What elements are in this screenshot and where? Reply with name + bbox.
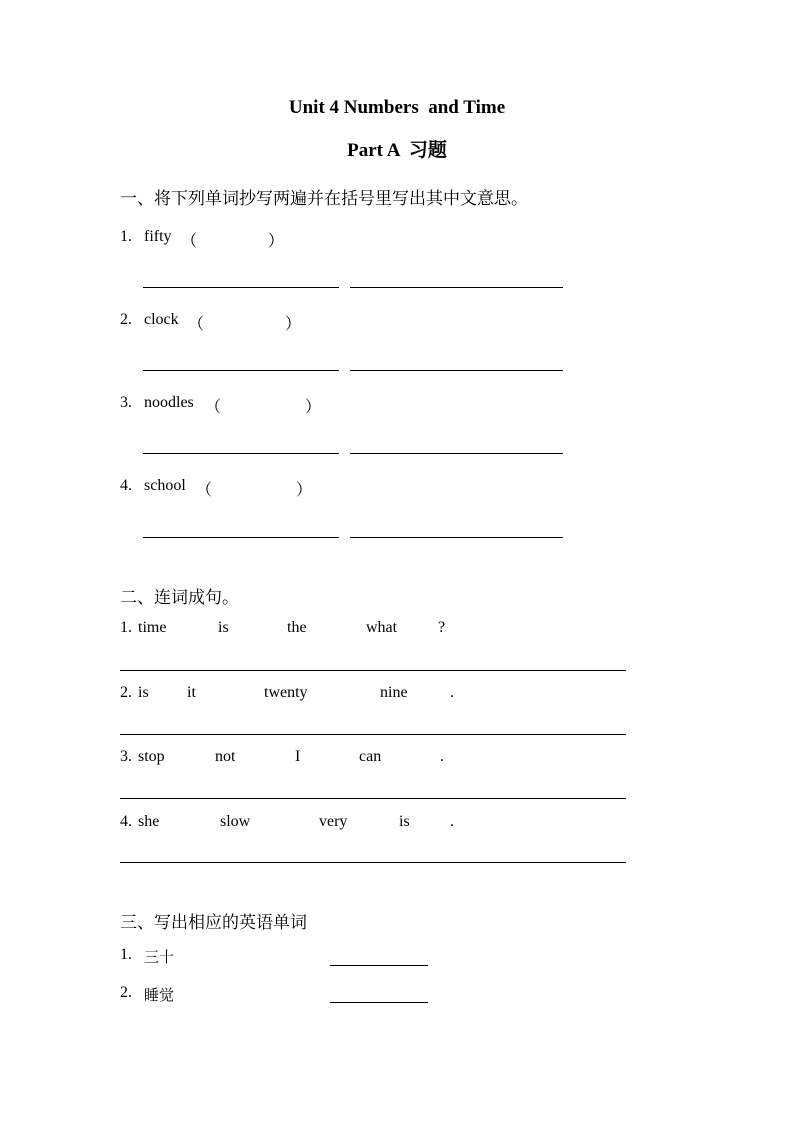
s2-answer-line[interactable]: [120, 734, 626, 735]
s2-word: what: [366, 619, 398, 636]
s1-item-paren-close: ）: [305, 399, 322, 416]
s1-item-word: fifty: [144, 228, 172, 245]
s1-item-paren-open: （: [181, 233, 198, 250]
s1-item-number: 4.: [120, 477, 132, 494]
s1-item-answer-line[interactable]: [350, 287, 563, 288]
s2-word: ?: [438, 619, 446, 636]
s1-item-paren-open: （: [205, 399, 222, 416]
s2-answer-line[interactable]: [120, 670, 626, 671]
s2-word: .: [450, 684, 454, 701]
s3-answer-line[interactable]: [330, 965, 428, 966]
s2-word: the: [287, 619, 307, 636]
s2-word: is: [399, 813, 410, 830]
page-title: Unit 4 Numbers and Time: [288, 97, 506, 118]
section3-heading: 三、写出相应的英语单词: [120, 913, 307, 933]
page-subtitle: Part A 习题: [347, 140, 447, 161]
s1-item-answer-line[interactable]: [350, 370, 563, 371]
s1-item-answer-line[interactable]: [350, 537, 563, 538]
s1-item-answer-line[interactable]: [143, 370, 339, 371]
s3-answer-line[interactable]: [330, 1002, 428, 1003]
s2-item-number: 3.: [120, 748, 132, 765]
s1-item-paren-close: ）: [296, 482, 313, 499]
section1-heading: 一、将下列单词抄写两遍并在括号里写出其中文意思。: [120, 189, 528, 209]
s1-item-paren-close: ）: [285, 316, 302, 333]
s2-word: I: [295, 748, 301, 765]
s2-word: .: [450, 813, 454, 830]
s1-item-word: clock: [144, 311, 179, 328]
s1-item-number: 3.: [120, 394, 132, 411]
s1-item-answer-line[interactable]: [350, 453, 563, 454]
s2-word: stop: [138, 748, 165, 765]
s2-word: .: [440, 748, 444, 765]
s2-word: not: [215, 748, 236, 765]
s1-item-paren-close: ）: [268, 233, 285, 250]
s2-word: time: [138, 619, 167, 636]
s1-item-paren-open: （: [188, 316, 205, 333]
s3-item-word: 睡觉: [144, 986, 175, 1004]
s3-item-word: 三十: [144, 948, 175, 966]
s1-item-word: school: [144, 477, 186, 494]
s1-item-answer-line[interactable]: [143, 453, 339, 454]
s2-word: can: [359, 748, 382, 765]
s1-item-answer-line[interactable]: [143, 537, 339, 538]
s3-item-number: 1.: [120, 946, 132, 963]
s1-item-number: 2.: [120, 311, 132, 328]
s3-item-number: 2.: [120, 984, 132, 1001]
s2-word: is: [138, 684, 149, 701]
s2-word: is: [218, 619, 229, 636]
s2-word: slow: [220, 813, 251, 830]
s2-word: it: [187, 684, 196, 701]
s2-answer-line[interactable]: [120, 862, 626, 863]
s1-item-number: 1.: [120, 228, 132, 245]
s2-answer-line[interactable]: [120, 798, 626, 799]
s2-word: nine: [380, 684, 408, 701]
s1-item-paren-open: （: [196, 482, 213, 499]
s1-item-answer-line[interactable]: [143, 287, 339, 288]
s2-word: twenty: [264, 684, 308, 701]
s1-item-word: noodles: [144, 394, 194, 411]
section2-heading: 二、连词成句。: [120, 588, 239, 608]
s2-word: she: [138, 813, 160, 830]
s2-item-number: 4.: [120, 813, 132, 830]
s2-item-number: 1.: [120, 619, 132, 636]
s2-item-number: 2.: [120, 684, 132, 701]
s2-word: very: [319, 813, 348, 830]
